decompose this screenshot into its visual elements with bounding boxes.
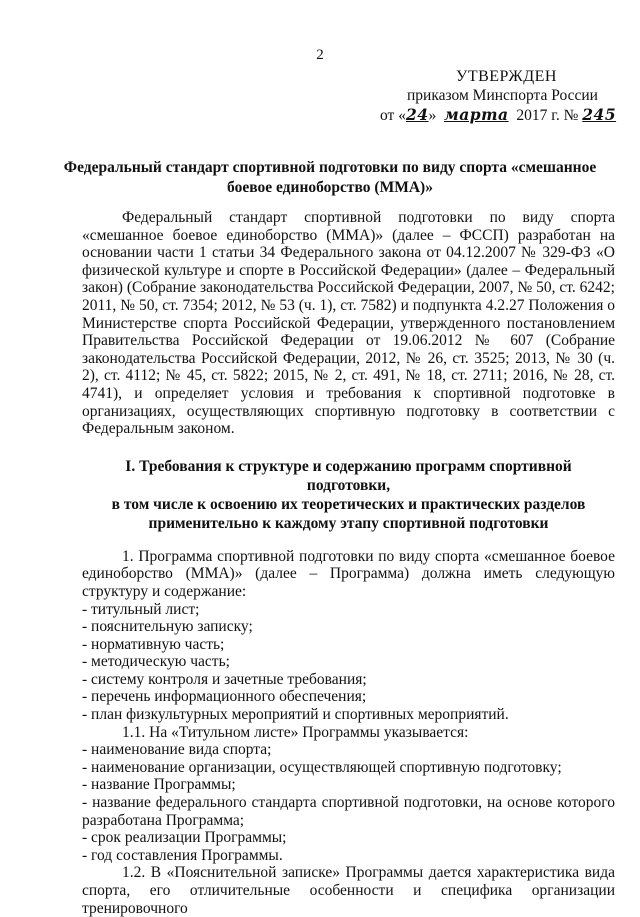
- paragraph-1-1: 1.1. На «Титульном листе» Программы указывается:: [122, 723, 469, 741]
- title-page-list-item: - год составления Программы.: [82, 846, 283, 864]
- date-month-handwritten: марта: [444, 105, 509, 124]
- approved-heading: УТВЕРЖДЕН: [456, 68, 557, 85]
- structure-list-item: - методическую часть;: [82, 653, 230, 671]
- section-title-line-2: в том числе к освоению их теоретических и практических разделов: [111, 495, 586, 513]
- date-prefix: от «: [380, 107, 406, 124]
- date-mid: »: [428, 107, 437, 124]
- order-number-handwritten: 245: [582, 105, 617, 124]
- structure-list-item: - перечень информационного обеспечения;: [82, 688, 367, 706]
- section-title-line-1: I. Требования к структуре и содержанию программ спортивной подготовки,: [125, 457, 572, 494]
- intro-paragraph: Федеральный стандарт спортивной подготовки по виду спорта «смешанное боевое единоборство (ММА)» (далее – ФССП) разработан на основании части 1 статьи 34 Федерального закона от 04.12.2007 № 329-ФЗ «О физической культуре и спорте в Российской Федерации» (далее – Федеральный закон) (Собрание законодательства Российской Федерации, 2007, № 50, ст. 6242; 2011, № 50, ст. 7354; 2012, № 53 (ч. 1), ст. 7582) и подпункта 4.2.27 Положения о Министерстве спорта Российской Федерации, утвержденного постановлением Правительства Российской Федерации от 19.06.2012 № 607 (Собрание законодательства Российской Федерации, 2012, № 26, ст. 3525; 2013, № 30 (ч. 2), ст. 4112; № 45, ст. 5822; 2015, № 2, ст. 491, № 18, ст. 2711; 2016, № 28, ст. 4741), и определяет условия и требования к спортивной подготовке в организациях, осуществляющих спортивную подготовку в соответствии с Федеральным законом.: [82, 209, 615, 438]
- section-title: [82, 457, 615, 533]
- title-page-list-item: - название Программы;: [82, 776, 236, 794]
- section-title-line-3: применительно к каждому этапу спортивной подготовки: [148, 514, 549, 532]
- document-title: Федеральный стандарт спортивной подготовки по виду спорта «смешанное боевое единоборство (ММА)»: [63, 159, 597, 196]
- structure-list-item: - нормативную часть;: [82, 635, 225, 653]
- structure-list-item: - пояснительную записку;: [82, 618, 253, 636]
- paragraph-1-2: 1.2. В «Пояснительной записке» Программы дается характеристика вида спорта, его отличительные особенности и специфика организации тренировочного: [82, 864, 615, 917]
- structure-list-item: - систему контроля и зачетные требования;: [82, 670, 367, 688]
- date-day-handwritten: 24: [405, 105, 429, 124]
- paragraph-1: 1. Программа спортивной подготовки по виду спорта «смешанное боевое единоборство (ММА)» (далее – Программа) должна иметь следующую структуру и содержание:: [82, 547, 615, 600]
- structure-list-item: - план физкультурных мероприятий и спортивных мероприятий.: [82, 706, 509, 724]
- title-page-list-item: - наименование организации, осуществляющей спортивную подготовку;: [82, 758, 562, 776]
- date-year: 2017 г. №: [516, 107, 579, 124]
- structure-list-item: - титульный лист;: [82, 600, 200, 618]
- title-page-list-item: - срок реализации Программы;: [82, 829, 287, 847]
- title-page-list-item: - наименование вида спорта;: [82, 741, 272, 759]
- title-page-list-item: - название федерального стандарта спортивной подготовки, на основе которого разработана Программа;: [82, 794, 615, 829]
- approval-block: [380, 67, 620, 125]
- approval-order: приказом Минспорта России: [407, 87, 598, 104]
- page-number: 2: [316, 47, 324, 63]
- document-body: [82, 209, 615, 917]
- approval-date-line: [380, 105, 620, 125]
